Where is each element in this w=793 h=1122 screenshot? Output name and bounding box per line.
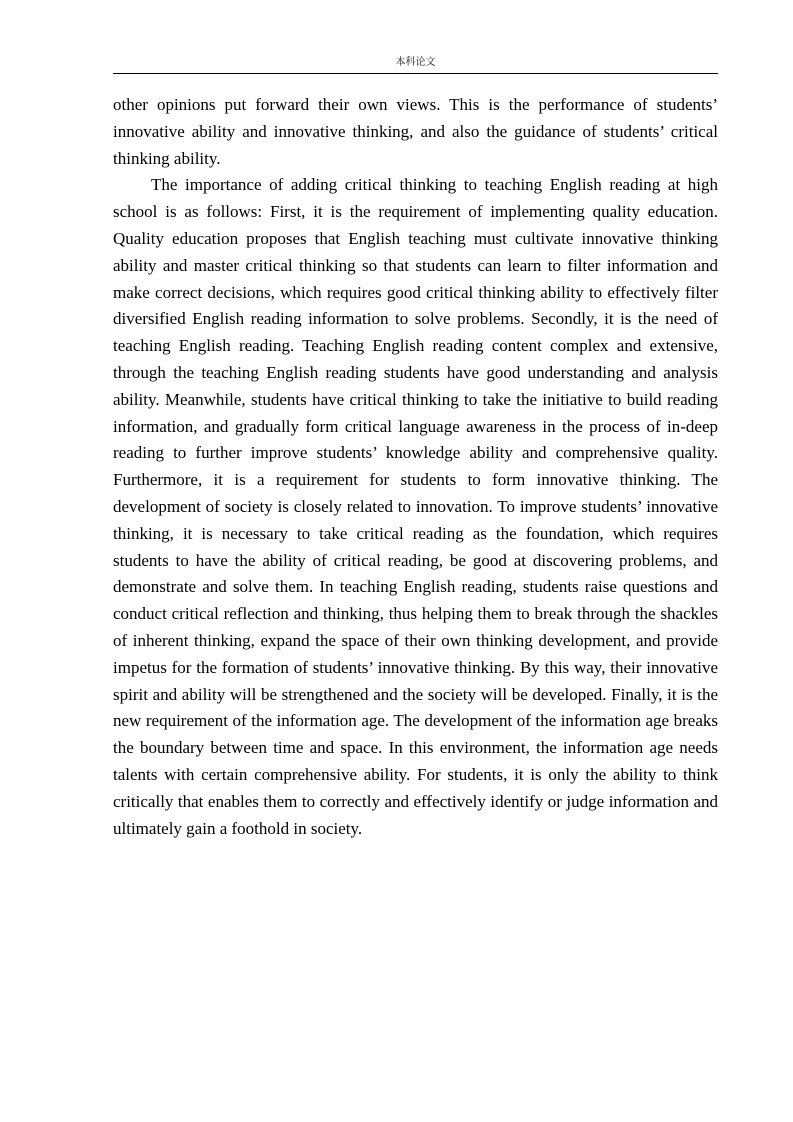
header-divider — [113, 73, 718, 74]
paragraph-critical-thinking-importance: The importance of adding critical thinking to teaching English reading at high school is as follows: First, it is the requirement of implementing quality education. Quality education proposes that English teaching must cultivate innovative thinking ability and master critical thinking so that students can learn to filter information and make correct decisions, which requires good critical thinking ability to effectively filter diversified English reading information to solve problems. Secondly, it is the need of teaching English reading. Teaching English reading content complex and extensive, through the teaching English reading students have good understanding and analysis ability. Meanwhile, students have critical thinking to take the initiative to build reading information, and gradually form critical language awareness in the process of in-deep reading to further improve students’ knowledge ability and comprehensive quality. Furthermore, it is a requirement for students to form innovative thinking. The development of society is closely related to innovation. To improve students’ innovative thinking, it is necessary to take critical reading as the foundation, which requires students to have the ability of critical reading, be good at discovering problems, and demonstrate and solve them. In teaching English reading, students raise questions and conduct critical reflection and thinking, thus helping them to break through the shackles of inherent thinking, expand the space of their own thinking development, and provide impetus for the formation of students’ innovative thinking. By this way, their innovative spirit and ability will be strengthened and the society will be developed. Finally, it is the new requirement of the information age. The development of the information age breaks the boundary between time and space. In this environment, the information age needs talents with certain comprehensive ability. For students, it is only the ability to think critically that enables them to correctly and effectively identify or judge information and ultimately gain a foothold in society. — [113, 175, 718, 838]
body-text — [113, 92, 718, 842]
paragraph-continued: other opinions put forward their own views. This is the performance of students’ innovative ability and innovative thinking, and also the guidance of students’ critical thinking ability. — [113, 95, 718, 168]
running-header: 本科论文 — [395, 57, 436, 68]
